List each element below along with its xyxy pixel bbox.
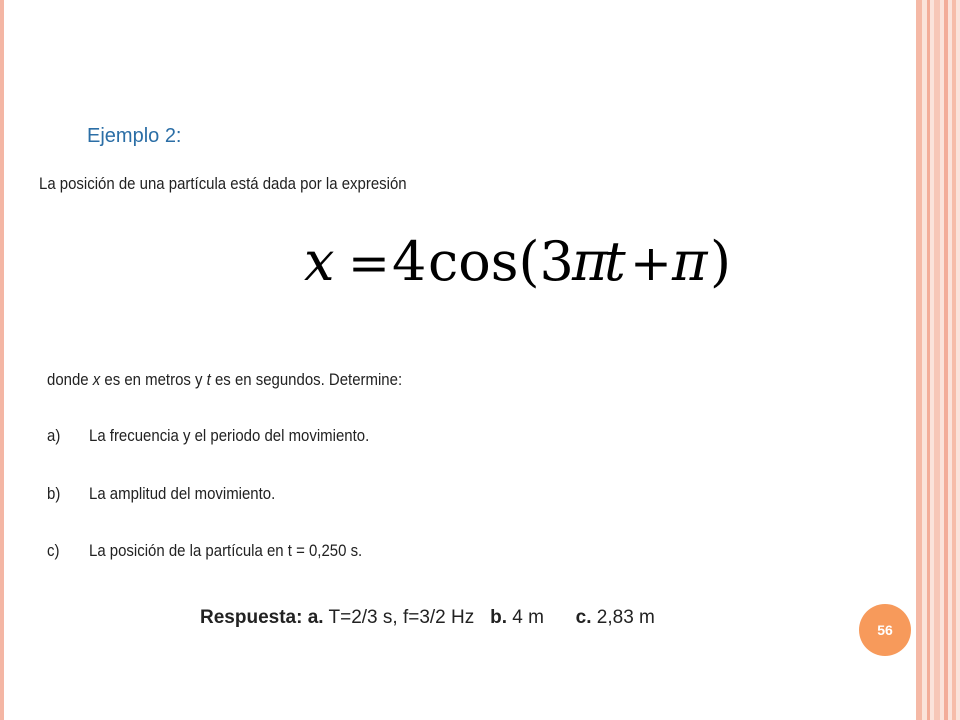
description-text bbox=[47, 370, 402, 390]
right-border-line bbox=[916, 0, 922, 720]
list-marker: a) bbox=[47, 426, 61, 445]
list-item-text: La frecuencia y el periodo del movimiento. bbox=[89, 426, 370, 445]
description-mid: es en metros y bbox=[100, 370, 207, 389]
equation-var-x: x bbox=[304, 230, 335, 293]
equation-pi: π bbox=[672, 230, 708, 293]
equation-close-paren: ) bbox=[710, 230, 732, 293]
answer-c-label: c. bbox=[575, 607, 592, 628]
answer-a-value: T=2/3 s, f=3/2 Hz bbox=[328, 607, 475, 628]
right-border-line bbox=[944, 0, 948, 720]
answer-line bbox=[200, 607, 655, 629]
answer-b-label: b. bbox=[490, 607, 507, 628]
slide-title: Ejemplo 2: bbox=[87, 125, 182, 147]
left-border bbox=[0, 0, 4, 720]
right-border-line bbox=[952, 0, 956, 720]
list-item-text: La amplitud del movimiento. bbox=[89, 484, 276, 503]
page-number-badge: 56 bbox=[859, 604, 911, 656]
answer-label: Respuesta: bbox=[200, 607, 303, 628]
equation-equals: = bbox=[348, 234, 390, 292]
description-suffix: es en segundos. Determine: bbox=[210, 370, 403, 389]
equation-var-t: t bbox=[604, 230, 626, 293]
equation bbox=[300, 228, 740, 308]
answer-a-label: a. bbox=[307, 607, 324, 628]
equation-function: cos(3 bbox=[428, 230, 574, 293]
description-var-x: x bbox=[92, 370, 101, 389]
list-marker: c) bbox=[47, 541, 60, 560]
description-var-t: t bbox=[206, 370, 211, 389]
list-item-text: La posición de la partícula en t = 0,250 s. bbox=[89, 541, 363, 560]
right-border-line bbox=[927, 0, 930, 720]
intro-text: La posición de una partícula está dada por la expresión bbox=[39, 174, 407, 193]
answer-c-value: 2,83 m bbox=[596, 607, 655, 628]
equation-coefficient: 4 bbox=[392, 230, 427, 293]
answer-b-value: 4 m bbox=[512, 607, 544, 628]
equation-plus: + bbox=[630, 234, 672, 292]
right-border-line bbox=[934, 0, 940, 720]
list-marker: b) bbox=[47, 484, 61, 503]
equation-pi: π bbox=[572, 230, 608, 293]
description-prefix: donde bbox=[47, 370, 93, 389]
